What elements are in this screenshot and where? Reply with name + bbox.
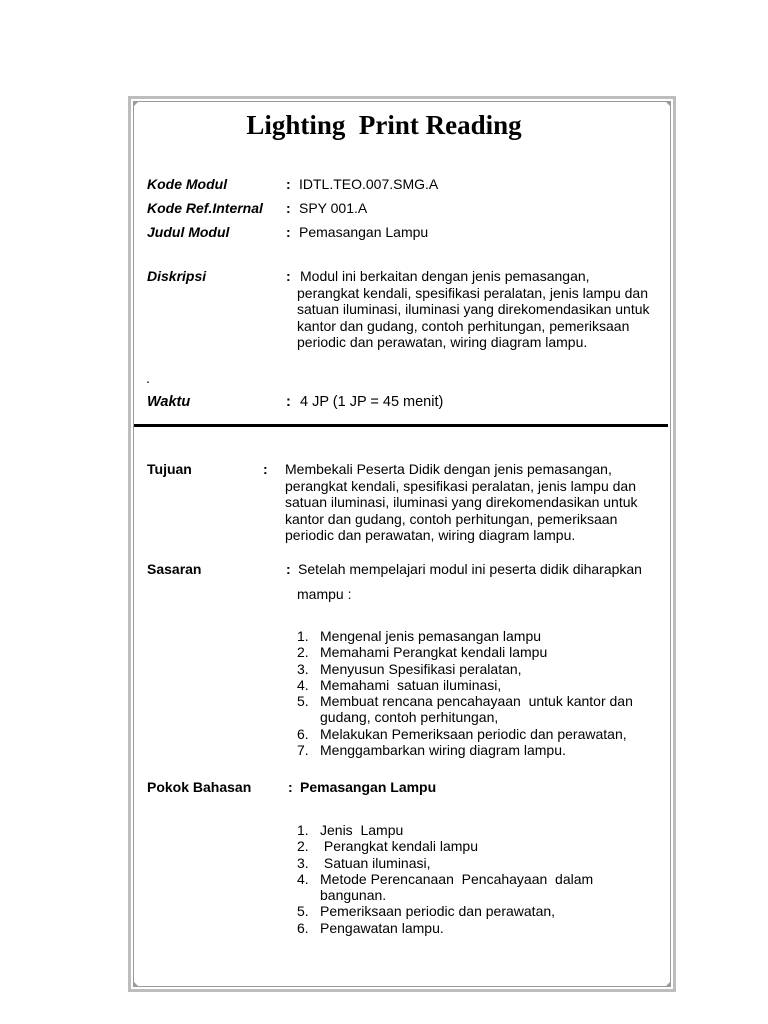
list-text: Metode Perencanaan Pencahayaan dalam (320, 870, 594, 887)
tujuan-text (285, 461, 638, 544)
list-item (297, 903, 593, 919)
list-number: 3. (297, 854, 309, 871)
list-item (297, 742, 633, 758)
tujuan-line: perangkat kendali, spesifikasi peralatan, jenis lampu dan (285, 477, 636, 494)
list-text: Perangkat kendali lampu (320, 838, 478, 855)
corner-ornament (665, 101, 671, 107)
judul-modul-label: Judul Modul (147, 224, 230, 240)
sasaran-list (297, 628, 633, 758)
list-item (297, 871, 593, 887)
list-item (297, 838, 593, 854)
colon: : (286, 176, 291, 192)
judul-modul-value: Pemasangan Lampu (299, 224, 429, 240)
list-text: Pemeriksaan periodic dan perawatan, (320, 903, 556, 920)
list-text: gudang, contoh perhitungan, (320, 709, 499, 726)
colon: : (286, 224, 291, 240)
list-number: 7. (297, 742, 309, 759)
list-text: Menggambarkan wiring diagram lampu. (320, 742, 566, 759)
list-text: Menyusun Spesifikasi peralatan, (320, 660, 522, 677)
list-text: Membuat rencana pencahayaan untuk kantor dan (320, 693, 633, 710)
pokok-bahasan-value: Pemasangan Lampu (300, 779, 437, 795)
tujuan-line: satuan iluminasi, iluminasi yang direkomendasikan untuk (285, 494, 638, 510)
colon: : (288, 779, 293, 795)
waktu-label: Waktu (147, 394, 191, 410)
list-number: 4. (297, 676, 309, 693)
list-number: 4. (297, 870, 309, 887)
diskripsi-line: kantor dan gudang, contoh perhitungan, pemeriksaan (297, 317, 630, 334)
list-text: Jenis Lampu (320, 822, 404, 838)
stray-dot: . (146, 370, 150, 386)
list-item (297, 661, 633, 677)
diskripsi-line: Modul ini berkaitan dengan jenis pemasangan, (300, 268, 590, 284)
list-item (297, 693, 633, 709)
list-item (297, 887, 593, 903)
tujuan-line: Membekali Peserta Didik dengan jenis pemasangan, (285, 461, 612, 477)
diskripsi-line: satuan iluminasi, iluminasi yang direkomendasikan untuk (297, 301, 650, 317)
list-item (297, 677, 633, 693)
list-number: 2. (297, 644, 309, 661)
diskripsi-text (297, 268, 650, 351)
list-item (297, 628, 633, 644)
list-item (297, 644, 633, 660)
list-number: 6. (297, 725, 309, 742)
list-text: Mengenal jenis pemasangan lampu (320, 628, 542, 644)
list-text: Memahami satuan iluminasi, (320, 676, 502, 693)
list-item (297, 822, 593, 838)
tujuan-line: periodic dan perawatan, wiring diagram lampu. (285, 527, 576, 543)
kode-ref-label: Kode Ref.Internal (147, 200, 263, 216)
list-number: 5. (297, 693, 309, 710)
colon: : (286, 268, 291, 284)
colon: : (286, 561, 291, 577)
list-text: Pengawatan lampu. (320, 919, 444, 936)
list-text: Memahami Perangkat kendali lampu (320, 644, 548, 661)
corner-ornament (133, 101, 139, 107)
tujuan-line: kantor dan gudang, contoh perhitungan, pemeriksaan (285, 510, 618, 527)
waktu-value: 4 JP (1 JP = 45 menit) (300, 394, 444, 410)
tujuan-label: Tujuan (147, 461, 192, 477)
list-item (297, 726, 633, 742)
diskripsi-line: periodic dan perawatan, wiring diagram lampu. (297, 334, 588, 350)
list-item (297, 709, 633, 725)
diskripsi-label: Diskripsi (147, 268, 207, 284)
kode-modul-value: IDTL.TEO.007.SMG.A (299, 176, 439, 192)
list-number: 1. (297, 628, 309, 644)
sasaran-intro: Setelah mempelajari modul ini peserta didik diharapkan (298, 561, 642, 577)
list-number: 5. (297, 903, 309, 920)
colon: : (286, 200, 291, 216)
list-number: 3. (297, 660, 309, 677)
colon: : (286, 394, 291, 410)
corner-ornament (133, 981, 139, 987)
sasaran-label: Sasaran (147, 561, 202, 577)
sasaran-intro-cont: mampu : (297, 586, 352, 602)
list-number: 2. (297, 838, 309, 855)
divider (134, 424, 668, 427)
colon: : (263, 461, 268, 477)
list-number: 1. (297, 822, 309, 838)
kode-modul-label: Kode Modul (147, 176, 228, 192)
corner-ornament (665, 981, 671, 987)
kode-ref-value: SPY 001.A (299, 200, 368, 216)
list-text: Satuan iluminasi, (320, 854, 431, 871)
pokok-bahasan-list (297, 822, 593, 936)
pokok-bahasan-label: Pokok Bahasan (147, 779, 252, 795)
list-number: 6. (297, 919, 309, 936)
page-title: Lighting Print Reading (246, 110, 522, 140)
list-item (297, 920, 593, 936)
list-text: Melakukan Pemeriksaan periodic dan perawatan, (320, 725, 627, 742)
diskripsi-line: perangkat kendali, spesifikasi peralatan, jenis lampu dan (297, 284, 648, 301)
list-text: bangunan. (320, 887, 387, 904)
list-item (297, 855, 593, 871)
